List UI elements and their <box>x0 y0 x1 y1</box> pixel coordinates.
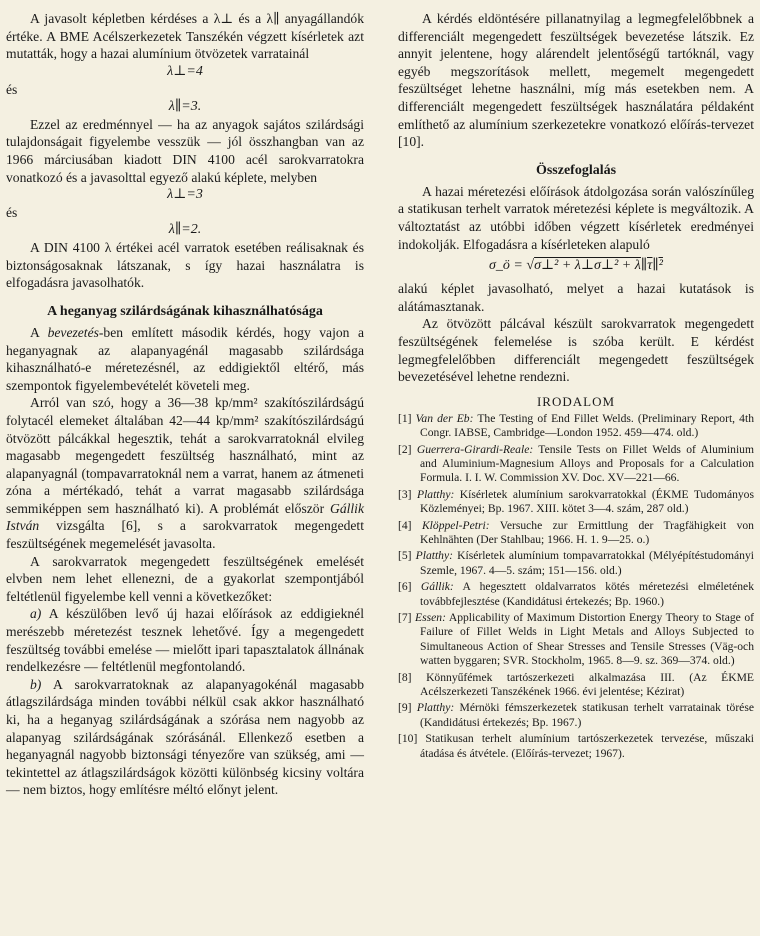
formula-lambda-perp-alu: λ⊥=4 <box>167 63 203 79</box>
reference-item: [5] Platthy: Kísérletek alumínium tompavarratokkal (Mélyépítéstudományi Szemle, 1967. 4—5. szám; 151—156. old.) <box>398 549 754 577</box>
paragraph: Az ötvözött pálcával készült sarokvarratok megengedett feszültségének felemelése is szóba került. E kérdést legmegfelelőbben differenciált megengedett feszültségek bevezetésével lehetne rendezni. <box>398 316 754 385</box>
formula-lambda-par-alu: λ∥=3. <box>168 98 202 114</box>
reference-item: [10] Statikusan terhelt alumínium tartószerkezetek tervezése, műszaki átadása és átvétele. (Előírás-tervezet; 1967). <box>398 732 754 760</box>
paragraph: A bevezetés-ben említett második kérdés, hogy vajon a heganyagnak az alapanyagénál magasabb szilárdsága kihasználható-e méretezésnél, az eddigiektől eltérő, más szempontok figyelembevételét követeli meg. <box>6 324 364 393</box>
emphasis: bevezetés <box>47 324 99 340</box>
conjunction-text: és <box>6 205 18 221</box>
paragraph: A sarokvarratok megengedett feszültségének emelését elvben nem lehet ellenezni, de a gyakorlat szempontjából feltétlenül figyelembe kell venni a következőket: <box>6 553 364 604</box>
section-heading: A heganyag szilárdságának kihasználhatósága <box>47 303 323 319</box>
references-list <box>398 412 754 761</box>
paragraph: A hazai méretezési előírások átdolgozása során valószínűleg a statikusan terhelt varratok méretezési képlete is megváltozik. A változtatást az utóbbi időben végzett kísérletek eredményei indokolják. Elfogadásra a kísérleteken alapuló <box>398 183 754 252</box>
paragraph: A kérdés eldöntésére pillanatnyilag a legmegfelelőbbnek a differenciált megengedett feszültségek bevezetése látszik. Ez annyit jelentene, hogy alárendelt jelentőségű tartóknál, vagy egyéb megszorítások mellett, megemelt megengedett feszültséget lehetne használni, míg más esetekben nem. A differenciált megengedett feszültségek használatára példaként említhető az alumínium szerkezetekre vonatkozó előírás-tervezet [10]. <box>398 11 754 150</box>
reference-item: [3] Platthy: Kísérletek alumínium sarokvarratokkal (ÉKME Tudományos Közleményei; Bp. 1967. XIII. kötet 3—4. szám, 287 old.) <box>398 487 754 516</box>
paragraph: A DIN 4100 λ értékei acél varratok esetében reálisaknak és biztonságosaknak látszanak, s így hazai használatra is elfogadásra javasolhatók. <box>6 240 364 291</box>
list-item-a: a) A készülőben levő új hazai előírások az eddigieknél merészebb méretezést tesznek lehetővé. Így a megengedett feszültség további emelése — mielőtt ipari tapasztalatok állnának rendelkezésre — feltétlenül megfontolandó. <box>6 606 364 675</box>
reference-item: [6] Gállik: A hegesztett oldalvarratos kötés méretezési elméletének továbbfejlesztése (Kandidátusi értekezés; Bp. 1960.) <box>398 580 754 608</box>
reference-item: [4] Klöppel-Petri: Versuche zur Ermittlung der Tragfähigkeit von Kehlnähten (Der Stahlbau; 1966. H. 1. 9—25. o.) <box>398 518 754 546</box>
paragraph: A javasolt képletben kérdéses a λ⊥ és a λ∥ anyagállandók értéke. A BME Acélszerkezetek Tanszékén végzett kísérletek azt mutatták, hogy a hazai alumínium ötvözetek varratainál <box>6 11 364 62</box>
reference-item: [7] Essen: Applicability of Maximum Distortion Energy Theory to Stage of Failure of Fillet Welds in Light Metals and Alloys Subjected to Simultaneous Action of Shear Stresses and Tensile Stresses (Väg-och watten byggaren; SVR. Stockholm, 1965. 8—9. sz. 369—374. old.) <box>398 610 754 668</box>
emphasis: Gállik István <box>6 500 364 534</box>
right-column <box>398 10 754 763</box>
formula-lambda-par-din: λ∥=2. <box>168 222 202 238</box>
reference-item: [2] Guerrera-Girardi-Reale: Tensile Tests on Fillet Welds of Aluminium and Aluminium-Magnesium Alloys and Proposals for a Calculation Formula. I. I. W. Commission XV. Doc. XV—221—66. <box>398 442 754 485</box>
section-heading: Összefoglalás <box>535 162 617 178</box>
reference-item: [8] Könnyűfémek tartószerkezeti alkalmazása III. (Az ÉKME Acélszerkezeti Tanszékének 1966. évi jelentése; Kézirat) <box>398 670 754 698</box>
left-column <box>6 10 364 799</box>
conjunction-text: és <box>6 81 18 97</box>
paragraph: Ezzel az eredménnyel — ha az anyagok sajátos szilárdsági tulajdonságait figyelembe vesszük — jól összhangban van az 1966 márciusában kiadott DIN 4100 acél sarokvarratokra vonatkozó és a javasolttal egyező alakú képlete, melyben <box>6 116 364 185</box>
paragraph: alakú képlet javasolható, melyet a hazai kutatások is alátámasztanak. <box>398 281 754 314</box>
reference-item: [9] Platthy: Mérnöki fémszerkezetek statikusan terhelt varratainak törése (Kandidátusi értekezés; Bp. 1967.) <box>398 701 754 729</box>
list-item-b: b) A sarokvarratoknak az alapanyagokénál magasabb átlagszilárdsága minden további nélkül csak akkor használható ki, ha a heganyag szilárdságának a szórása nem nagyobb az alapanyag szilárdságának szórásánál. Ellenkező esetben a heganyagnál nagyobb biztonsági tényezőre van szükség, ami — tekintettel az átlagszilárdságok közötti különbség kicsiny voltára — nem biztos, hogy említésre méltó előnyt jelent. <box>6 676 364 798</box>
reference-item: [1] Van der Eb: The Testing of End Fillet Welds. (Preliminary Report, 4th Congr. IABSE, Cambridge—London 1952. 459—474. old.) <box>398 411 754 440</box>
formula-block: σ_ö = √σ⊥² + λ⊥σ⊥² + λ∥τ∥² <box>489 258 663 274</box>
formula-lambda-perp-din: λ⊥=3 <box>167 187 203 203</box>
references-heading: IRODALOM <box>536 393 616 409</box>
formula-lhs: σ_ö = <box>489 258 527 274</box>
paragraph: Arról van szó, hogy a 36—38 kp/mm² szakítószilárdságú folytacél elemeket általában 42—44 kp/mm² szakítószilárdságú ötvözött pálcákkal hegesztik, tehát a sarokvarratoknál elvileg magasabb megengedett feszültség használható, mint az alapanyagnál (tompavarratoknál nem a varrat, hanem az átmeneti zóna a mértékadó, tehát a varrat magasabb szilárdsága semmiképpen sem használható ki). A problémát először Gállik István vizsgálta [6], s a sarokvarratok megengedett feszültségének megemelését javasolta. <box>6 395 364 552</box>
formula-rhs: σ⊥² + λ⊥σ⊥² + λ∥τ∥² <box>534 258 663 274</box>
